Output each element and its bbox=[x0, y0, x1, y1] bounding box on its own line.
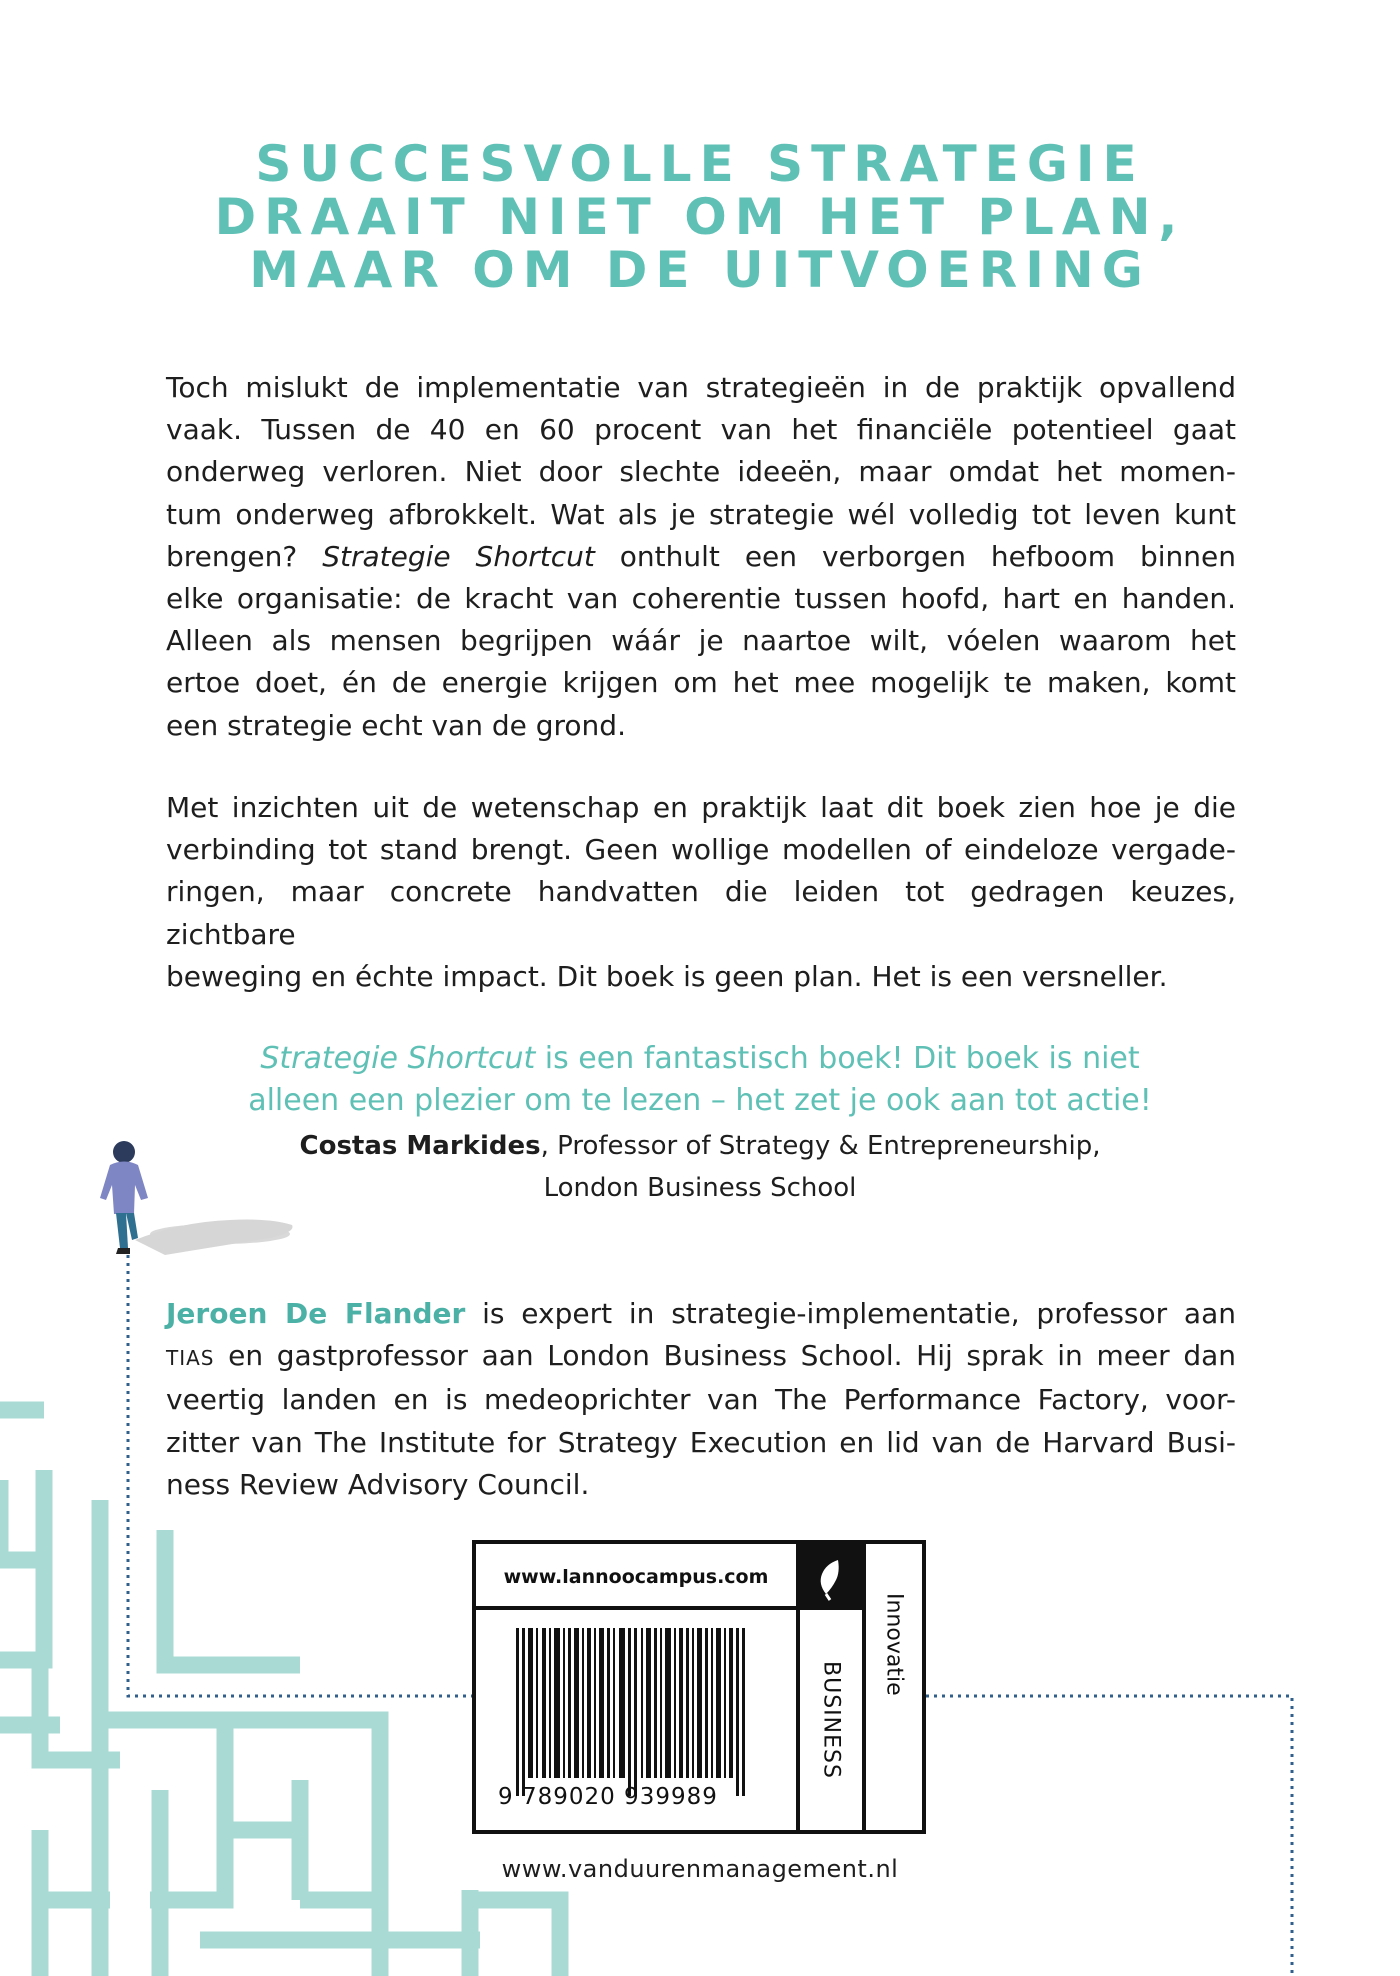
headline-line-2: DRAAIT NIET OM HET PLAN, bbox=[214, 188, 1186, 246]
footer-url: www.vanduurenmanagement.nl bbox=[501, 1855, 899, 1883]
author-name: Jeroen De Flander bbox=[166, 1297, 466, 1330]
book-title: Strategie Shortcut bbox=[260, 1041, 536, 1076]
text-line: vaak. Tussen de 40 en 60 procent van het financiële potentieel gaat bbox=[166, 413, 1236, 447]
text-fragment: brengen? bbox=[166, 539, 323, 573]
text-line bbox=[166, 1335, 1236, 1379]
text-line: Met inzichten uit de wetenschap en praktijk laat dit boek zien hoe je die bbox=[166, 791, 1236, 824]
text-line bbox=[166, 1293, 1236, 1335]
second-paragraph bbox=[166, 787, 1236, 998]
text-line: ringen, maar concrete handvatten die leiden tot gedragen keuzes, zichtbare bbox=[166, 875, 1236, 951]
leaf-logo-icon bbox=[796, 1544, 862, 1610]
reviewer-name: Costas Markides bbox=[299, 1131, 541, 1161]
reviewer-school: London Business School bbox=[543, 1173, 857, 1203]
review-quote bbox=[180, 1038, 1220, 1122]
text-line: beweging en échte impact. Dit boek is geen plan. Het is een versneller. bbox=[166, 959, 1168, 993]
reviewer-role: , Professor of Strategy & Entrepreneurship, bbox=[540, 1131, 1101, 1161]
book-title: Strategie Shortcut bbox=[322, 539, 595, 573]
text-line: verbinding tot stand brengt. Geen wollige modellen of eindeloze vergade- bbox=[166, 833, 1236, 867]
category-text: BUSINESS bbox=[818, 1661, 844, 1779]
text-line: tum onderweg afbrokkelt. Wat als je strategie wél volledig tot leven kunt bbox=[166, 497, 1236, 531]
quote-line bbox=[180, 1038, 1220, 1080]
text-line: een strategie echt van de grond. bbox=[166, 708, 626, 742]
text-fragment: en gastprofessor aan London Business School. Hij sprak in meer dan bbox=[214, 1339, 1236, 1373]
publisher-website: www.lannoocampus.com bbox=[476, 1544, 796, 1610]
text-line: zitter van The Institute for Strategy Execution en lid van de Harvard Busi- bbox=[166, 1425, 1236, 1459]
headline-line-3: MAAR OM DE UITVOERING bbox=[249, 241, 1151, 299]
quote-line: alleen een plezier om te lezen – het zet je ook aan tot actie! bbox=[248, 1083, 1152, 1118]
category-label bbox=[800, 1610, 862, 1830]
text-fragment: is expert in strategie-implementatie, professor aan bbox=[465, 1297, 1236, 1330]
author-bio bbox=[166, 1293, 1236, 1506]
text-line: veertig landen en is medeoprichter van The Performance Factory, voor- bbox=[166, 1383, 1236, 1417]
text-line: Alleen als mensen begrijpen wáár je naartoe wilt, vóelen waarom het bbox=[166, 624, 1236, 658]
text-fragment: is een fantastisch boek! Dit boek is niet bbox=[535, 1041, 1140, 1076]
subcategory-text: Innovatie bbox=[881, 1592, 907, 1696]
quote-attribution bbox=[180, 1125, 1220, 1209]
barcode-icon bbox=[516, 1628, 776, 1798]
text-line bbox=[166, 536, 1236, 578]
text-fragment: onthult een verborgen hefboom binnen bbox=[594, 539, 1236, 573]
subcategory-label bbox=[866, 1544, 922, 1744]
text-line: ness Review Advisory Council. bbox=[166, 1467, 590, 1501]
text-line: ertoe doet, én de energie krijgen om het mee mogelijk te maken, komt bbox=[166, 666, 1236, 700]
barcode-panel bbox=[472, 1540, 926, 1834]
text-line: onderweg verloren. Niet door slechte ideeën, maar omdat het momen- bbox=[166, 455, 1236, 489]
text-line: elke organisatie: de kracht van coherentie tussen hoofd, hart en handen. bbox=[166, 582, 1236, 616]
attribution-line bbox=[180, 1125, 1220, 1167]
publisher-logo-icon bbox=[796, 1544, 862, 1610]
headline bbox=[100, 135, 1300, 299]
tias-abbreviation: TIAS bbox=[166, 1346, 215, 1371]
text-line: Toch mislukt de implementatie van strategieën in de praktijk opvallend bbox=[166, 371, 1236, 404]
intro-paragraph bbox=[166, 367, 1236, 747]
headline-line-1: SUCCESVOLLE STRATEGIE bbox=[255, 135, 1145, 193]
isbn-number: 9 789020 939989 bbox=[498, 1784, 718, 1810]
